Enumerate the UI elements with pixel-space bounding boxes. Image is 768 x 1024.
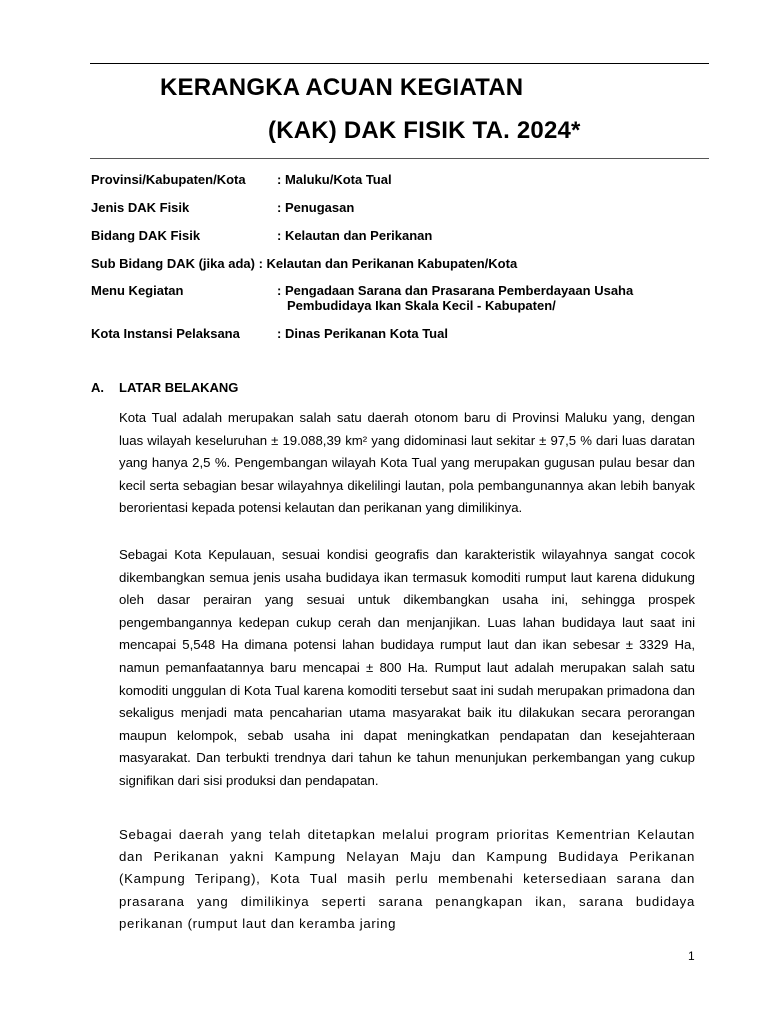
document-title-line-2: (KAK) DAK FISIK TA. 2024*	[268, 117, 581, 144]
provinsi-label: Provinsi/Kabupaten/Kota	[91, 172, 246, 187]
section-heading	[91, 380, 238, 395]
menu-value-line-2: Pembudidaya Ikan Skala Kecil - Kabupaten/	[287, 298, 556, 313]
provinsi-value: : Maluku/Kota Tual	[277, 172, 392, 187]
document-title-line-1: KERANGKA ACUAN KEGIATAN	[160, 74, 524, 101]
menu-value	[277, 283, 633, 313]
paragraph-2: Sebagai Kota Kepulauan, sesuai kondisi geografis dan karakteristik wilayahnya sangat cocok dikembangkan semua jenis usaha budidaya ikan termasuk komoditi rumput laut karena didukung oleh dasar perairan yang sesuai untuk dikembangkan usaha ini, sehingga prospek pengembangannya kedepan cukup cerah dan menjanjikan. Luas lahan budidaya laut saat ini mencapai 5,548 Ha dimana potensi lahan budidaya rumput laut dan ikan sebesar ± 3329 Ha, namun pemanfaatannya baru mencapai ± 800 Ha. Rumput laut adalah merupakan salah satu komoditi unggulan di Kota Tual karena komoditi tersebut saat ini sudah merupakan primadona dan sekaligus menjadi mata pencaharian utama masyarakat baik itu dilakukan secara perorangan maupun kelompok, sebab usaha ini dapat meningkatkan pendapatan dan kesejahteraan masyarakat. Dan terbukti trendnya dari tahun ke tahun menunjukan perkembangan yang cukup signifikan dari sisi produksi dan pendapatan.	[119, 547, 695, 788]
bidang-value: : Kelautan dan Perikanan	[277, 228, 433, 243]
paragraph-1: Kota Tual adalah merupakan salah satu daerah otonom baru di Provinsi Maluku yang, dengan luas wilayah keseluruhan ± 19.088,39 km² yang didominasi laut sekitar ± 97,5 % dari luas daratan yang hanya 2,5 %. Pengembangan wilayah Kota Tual yang merupakan gugusan pulau besar dan kecil serta sebagian besar wilayahnya dikelilingi lautan, pola pembangunannya akan lebih banyak berorientasi kepada potensi kelautan dan perikanan yang dimilikinya.	[119, 410, 695, 516]
menu-label: Menu Kegiatan	[91, 283, 184, 298]
page-number: 1	[688, 949, 695, 963]
instansi-value: : Dinas Perikanan Kota Tual	[277, 326, 448, 341]
sub-bidang-line: Sub Bidang DAK (jika ada) : Kelautan dan Perikanan Kabupaten/Kota	[91, 256, 518, 271]
section-title: LATAR BELAKANG	[119, 380, 239, 395]
title-divider	[90, 158, 709, 159]
menu-value-line-1: : Pengadaan Sarana dan Prasarana Pemberdayaan Usaha	[277, 283, 634, 298]
paragraph-3: Sebagai daerah yang telah ditetapkan melalui program prioritas Kementrian Kelautan dan Perikanan yakni Kampung Nelayan Maju dan Kampung Budidaya Perikanan (Kampung Teripang), Kota Tual masih perlu membenahi ketersediaan sarana dan prasarana yang dimilikinya seperti sarana penangkapan ikan, sarana budidaya perikanan (rumput laut dan keramba jaring	[119, 827, 695, 931]
jenis-value: : Penugasan	[277, 200, 355, 215]
section-letter: A.	[91, 380, 104, 395]
top-rule	[90, 63, 709, 64]
bidang-label: Bidang DAK Fisik	[91, 228, 201, 243]
jenis-label: Jenis DAK Fisik	[91, 200, 190, 215]
instansi-label: Kota Instansi Pelaksana	[91, 326, 240, 341]
